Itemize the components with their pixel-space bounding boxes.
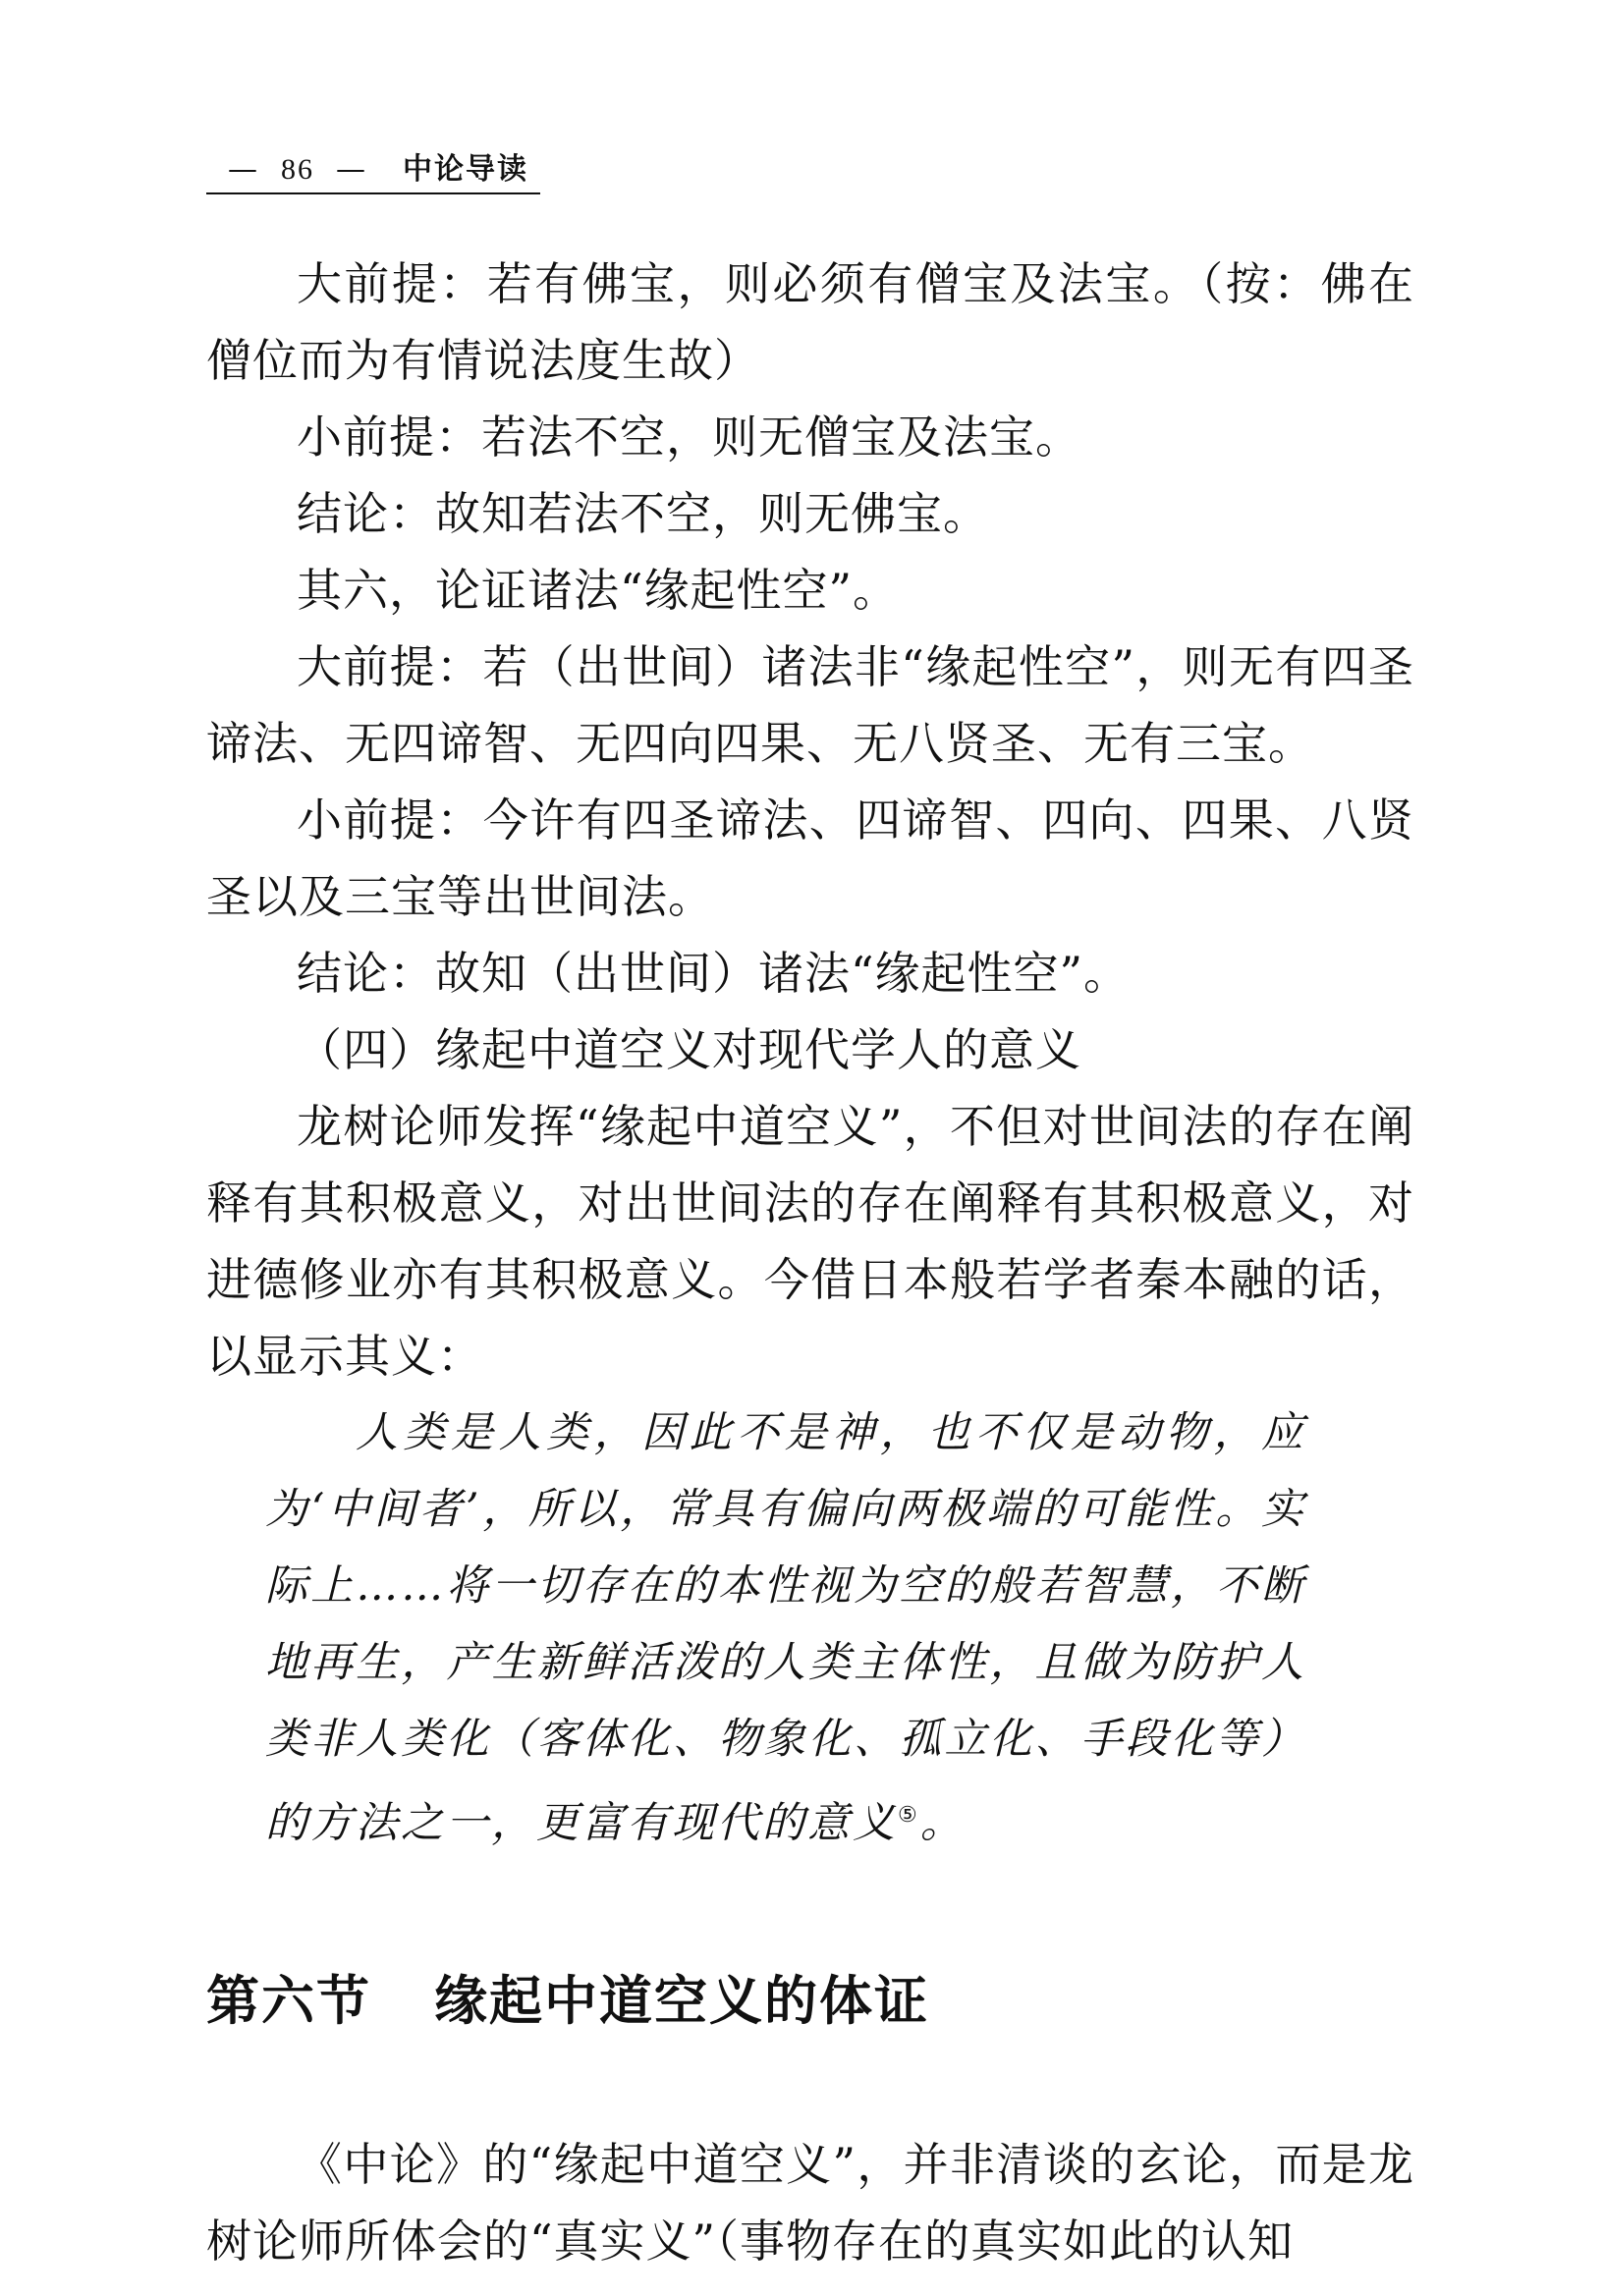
paragraph-major-premise-buddha: 大前提：若有佛宝，则必须有僧宝及法宝。（按：佛在僧位而为有情说法度生故） [206,257,1414,387]
header-dash-right: — [336,152,367,187]
paragraph-nagarjuna: 龙树论师发挥“缘起中道空义”，不但对世间法的存在阐释有其积极意义，对出世间法的存在阐释有其积极意义，对进德修业亦有其积极意义。今借日本般若学者秦本融的话，以显示其义： [206,1100,1414,1383]
header-dash-left: — [228,152,259,187]
paragraph-sixth-argument: 其六，论证诸法“缘起性空”。 [297,564,900,617]
paragraph-minor-premise-dharmas: 小前提：今许有四圣谛法、四谛智、四向、四果、八贤圣以及三宝等出世间法。 [206,793,1414,923]
header-rule [206,192,540,194]
paragraph-conclusion-dharmas: 结论：故知（出世间）诸法“缘起性空”。 [297,947,1131,1000]
page-number: 86 [281,153,314,186]
subheading-modern-significance: （四）缘起中道空义对现代学人的意义 [297,1023,1081,1076]
section-title: 缘起中道空义的体证 [434,1970,929,2033]
quote-end: 。 [919,1798,966,1848]
paragraph-minor-premise-sangha: 小前提：若法不空，则无僧宝及法宝。 [297,410,1081,464]
book-title: 中论导读 [403,152,528,187]
quote-text: 人类是人类，因此不是神，也不仅是动物，应为‘中间者’，所以，常具有偏向两极端的可能性。实际上……将一切存在的本性视为空的般若智慧，不断地再生，产生新鲜活泼的人类主体性，且做为防护人类非人类化（客体化、物象化、孤立化、手段化等）的方法之一，更富有现代的意义 [265,1408,1306,1848]
running-header [206,147,528,192]
section-heading [206,1967,1414,2036]
footnote-marker[interactable]: ⑤ [898,1803,920,1828]
paragraph-conclusion-buddha: 结论：故知若法不空，则无佛宝。 [297,487,989,540]
section-number: 第六节 [206,1970,371,2033]
block-quote [265,1394,1306,1861]
page-body [206,246,1414,2279]
paragraph-closing: 《中论》的“缘起中道空义”，并非清谈的玄论，而是龙树论师所体会的“真实义”（事物存在的真实如此的认知 [206,2138,1414,2269]
paragraph-major-premise-dharmas: 大前提：若（出世间）诸法非“缘起性空”，则无有四圣谛法、无四谛智、无四向四果、无八贤圣、无有三宝。 [206,640,1414,770]
